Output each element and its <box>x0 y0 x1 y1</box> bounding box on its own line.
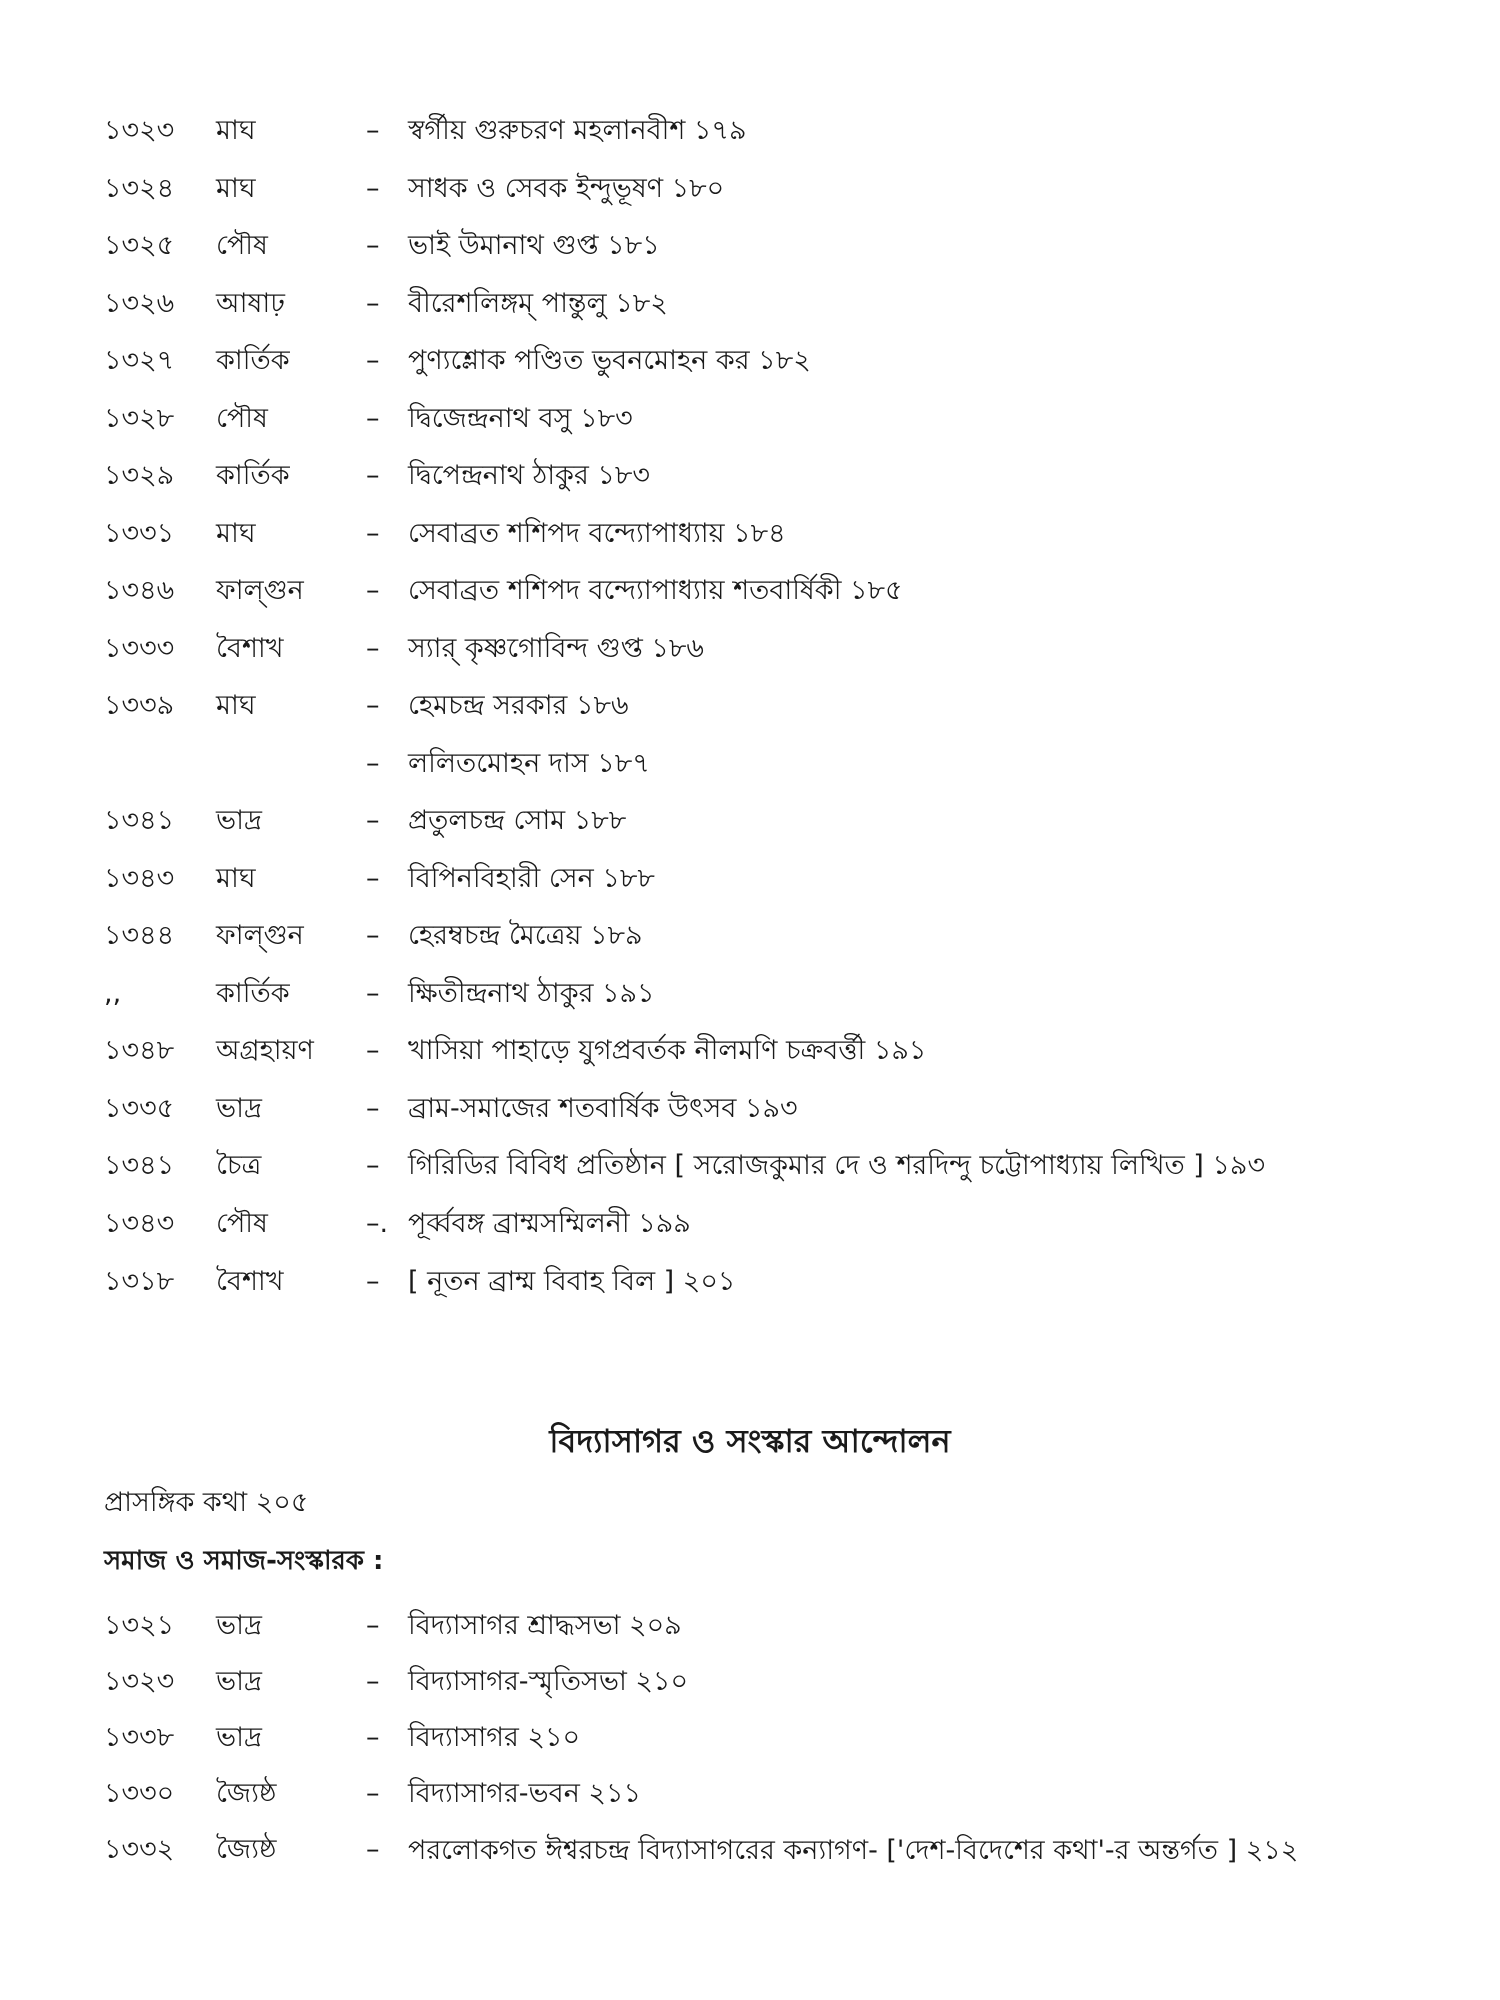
entry-year: ১৩২৪ <box>104 172 175 204</box>
entry-dash: – <box>366 632 380 664</box>
entry-title: হেমচন্দ্র সরকার ১৮৬ <box>408 690 629 721</box>
entry-year: ১৩৪৩ <box>104 1208 175 1239</box>
list-item <box>104 1253 1384 1311</box>
entry-year: ১৩২১ <box>104 1610 175 1641</box>
entry-title: দ্বিপেন্দ্রনাথ ঠাকুর ১৮৩ <box>408 460 650 491</box>
entry-month: মাঘ <box>216 690 256 721</box>
list-item <box>104 1710 1384 1766</box>
entry-dash: – <box>366 690 380 721</box>
entry-month: পৌষ <box>216 230 268 261</box>
entry-year: ১৩৩৫ <box>104 1092 175 1124</box>
list-item <box>104 505 1384 563</box>
list-item <box>104 1766 1384 1822</box>
entry-month: কার্তিক <box>216 977 290 1009</box>
entry-title: স্যার্ কৃষ্ণগোবিন্দ গুপ্ত ১৮৬ <box>408 632 704 664</box>
list-item <box>104 562 1384 620</box>
entry-year: ১৩৩২ <box>104 1834 175 1865</box>
entry-title: স্বর্গীয় গুরুচরণ মহলানবীশ ১৭৯ <box>408 115 747 146</box>
entry-dash: – <box>366 1778 380 1809</box>
entry-dash: – <box>366 517 380 549</box>
entry-year: ১৩২৮ <box>104 402 175 434</box>
list-item <box>104 677 1384 735</box>
list-item <box>104 447 1384 505</box>
entry-dash: – <box>366 345 380 376</box>
entry-title: বিদ্যাসাগর-স্মৃতিসভা ২১০ <box>408 1666 689 1697</box>
entry-title: ব্রাম-সমাজের শতবার্ষিক উৎসব ১৯৩ <box>408 1092 798 1124</box>
entry-title: [ নূতন ব্রাম্ম বিবাহ বিল ] ২০১ <box>408 1265 736 1297</box>
entry-year: ১৩৩০ <box>104 1778 175 1809</box>
list-item <box>104 907 1384 965</box>
entry-year: ১৩৩১ <box>104 517 175 549</box>
entry-dash: – <box>366 920 380 951</box>
entry-month: মাঘ <box>216 862 256 894</box>
entry-dash: – <box>366 402 380 434</box>
entry-year: ১৩২৭ <box>104 345 175 376</box>
entry-dash: – <box>366 1610 380 1641</box>
entry-title: ভাই উমানাথ গুপ্ত ১৮১ <box>408 230 660 261</box>
entry-dash: – <box>366 287 380 319</box>
entry-title: বীরেশলিঙ্গম্ পান্তুলু ১৮২ <box>408 287 668 319</box>
subsection-heading: সমাজ ও সমাজ-সংস্কারক : <box>104 1546 384 1576</box>
entry-title: সেবাব্রত শশিপদ বন্দ্যোপাধ্যায় শতবার্ষিকী ১৮৫ <box>408 575 903 606</box>
entry-dash: – <box>366 1035 380 1066</box>
entry-month: ভাদ্র <box>216 805 262 836</box>
list-item <box>104 620 1384 678</box>
entry-month: মাঘ <box>216 172 256 204</box>
entry-title: পরলোকগত ঈশ্বরচন্দ্র বিদ্যাসাগরের কন্যাগণ- ['দেশ-বিদেশের কথা'-র অন্তর্গত ] ২১২ <box>408 1835 1299 1866</box>
entry-month: চৈত্র <box>216 1150 262 1181</box>
entry-year: ১৩২৯ <box>104 460 175 491</box>
entry-month: মাঘ <box>216 517 256 549</box>
entry-month: কার্তিক <box>216 345 290 376</box>
list-item <box>104 1022 1384 1080</box>
list-item <box>104 217 1384 275</box>
entry-month: মাঘ <box>216 115 256 146</box>
entry-dash: – <box>366 1150 380 1181</box>
list-item <box>104 390 1384 448</box>
section-heading: বিদ্যাসাগর ও সংস্কার আন্দোলন <box>549 1422 951 1460</box>
list-item <box>104 102 1384 160</box>
entry-month: জ্যৈষ্ঠ <box>216 1778 277 1809</box>
entry-month: জ্যৈষ্ঠ <box>216 1834 277 1865</box>
entry-dash: – <box>366 115 380 146</box>
entry-title: সাধক ও সেবক ইন্দুভূষণ ১৮০ <box>408 172 725 204</box>
list-item <box>104 1598 1384 1654</box>
entry-dash: – <box>366 977 380 1009</box>
entry-dash: –. <box>366 1208 389 1239</box>
list-item <box>104 160 1384 218</box>
entry-month: কার্তিক <box>216 460 290 491</box>
entry-month: বৈশাখ <box>216 632 284 664</box>
entry-year: ১৩৪৬ <box>104 575 175 606</box>
entry-year: ১৩৪১ <box>104 1150 175 1181</box>
entry-year: ১৩২৩ <box>104 1666 175 1697</box>
entry-year: ১৩৪৮ <box>104 1035 175 1066</box>
list-item <box>104 1080 1384 1138</box>
entry-dash: – <box>366 460 380 491</box>
entry-title: খাসিয়া পাহাড়ে যুগপ্রবর্তক নীলমণি চক্রবর্ত্তী ১৯১ <box>408 1035 927 1066</box>
list-item <box>104 1654 1384 1710</box>
entry-dash: – <box>366 1092 380 1124</box>
entry-dash: – <box>366 805 380 836</box>
entry-year: ১৩৪১ <box>104 805 175 836</box>
list-item <box>104 1195 1384 1253</box>
entry-year: ১৩৪৩ <box>104 862 175 894</box>
entry-month: পৌষ <box>216 1208 268 1239</box>
entry-month: ফাল্গুন <box>216 575 304 606</box>
entry-year: ১৩৩৩ <box>104 632 175 664</box>
entry-dash: – <box>366 230 380 261</box>
contents-list-vidyasagar <box>104 1598 1384 1880</box>
entry-month: অগ্রহায়ণ <box>216 1035 314 1066</box>
list-item <box>104 1137 1384 1195</box>
list-item <box>104 850 1384 908</box>
list-item <box>104 332 1384 390</box>
entry-year: ১৩২৩ <box>104 115 175 146</box>
entry-title: দ্বিজেন্দ্রনাথ বসু ১৮৩ <box>408 402 633 434</box>
entry-year: ,, <box>104 977 122 1009</box>
entry-month: ভাদ্র <box>216 1722 262 1753</box>
entry-title: বিপিনবিহারী সেন ১৮৮ <box>408 862 655 894</box>
entry-title: বিদ্যাসাগর শ্রাদ্ধসভা ২০৯ <box>408 1610 682 1641</box>
entry-month: বৈশাখ <box>216 1265 284 1297</box>
entry-dash: – <box>366 172 380 204</box>
entry-dash: – <box>366 1834 380 1865</box>
entry-year: ১৩২৬ <box>104 287 175 319</box>
entry-month: ফাল্গুন <box>216 920 304 951</box>
entry-title: গিরিডির বিবিধ প্রতিষ্ঠান [ সরোজকুমার দে ও শরদিন্দু চট্টোপাধ্যায় লিখিত ] ১৯৩ <box>408 1150 1266 1181</box>
entry-dash: – <box>366 1722 380 1753</box>
entry-title: হেরম্বচন্দ্র মৈত্রেয় ১৮৯ <box>408 920 643 951</box>
entry-year: ১৩৩৯ <box>104 690 175 721</box>
entry-title: সেবাব্রত শশিপদ বন্দ্যোপাধ্যায় ১৮৪ <box>408 517 786 549</box>
entry-month: আষাঢ় <box>216 287 285 319</box>
entry-month: পৌষ <box>216 402 268 434</box>
list-item <box>104 275 1384 333</box>
list-item <box>104 735 1384 793</box>
entry-dash: – <box>366 575 380 606</box>
entry-month: ভাদ্র <box>216 1666 262 1697</box>
entry-year: ১৩১৮ <box>104 1265 175 1297</box>
list-item <box>104 1822 1384 1880</box>
entry-year: ১৩৩৮ <box>104 1722 175 1753</box>
entry-dash: – <box>366 1265 380 1297</box>
entry-title: পূর্ব্ববঙ্গ ব্রাম্মসম্মিলনী ১৯৯ <box>408 1208 691 1239</box>
entry-year: ১৩২৫ <box>104 230 175 261</box>
entry-dash: – <box>366 1666 380 1697</box>
entry-title: ক্ষিতীন্দ্রনাথ ঠাকুর ১৯১ <box>408 977 655 1009</box>
entry-title: ললিতমোহন দাস ১৮৭ <box>408 747 650 779</box>
entry-month: ভাদ্র <box>216 1092 262 1124</box>
contents-list-brahmo <box>104 102 1384 1310</box>
entry-title: পুণ্যশ্লোক পণ্ডিত ভুবনমোহন কর ১৮২ <box>408 345 811 376</box>
entry-month: ভাদ্র <box>216 1610 262 1641</box>
entry-title: বিদ্যাসাগর ২১০ <box>408 1722 581 1753</box>
list-item <box>104 792 1384 850</box>
entry-dash: – <box>366 747 380 779</box>
entry-title: প্রতুলচন্দ্র সোম ১৮৮ <box>408 805 627 836</box>
entry-title: বিদ্যাসাগর-ভবন ২১১ <box>408 1778 641 1809</box>
list-item <box>104 965 1384 1023</box>
entry-dash: – <box>366 862 380 894</box>
intro-line: প্রাসঙ্গিক কথা ২০৫ <box>104 1487 309 1518</box>
entry-year: ১৩৪৪ <box>104 920 175 951</box>
